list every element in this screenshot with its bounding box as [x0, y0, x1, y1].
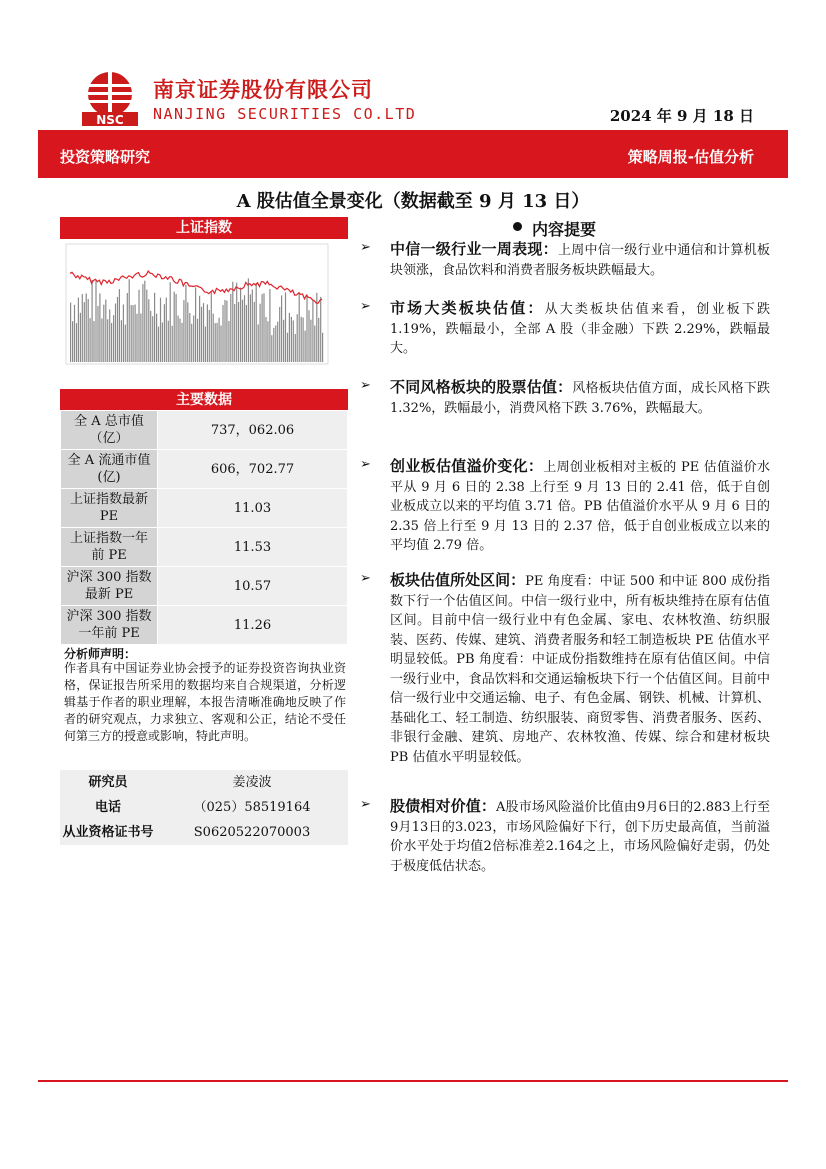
arrow-icon: ➢ [360, 797, 371, 812]
main-data-heading: 主要数据 [60, 389, 348, 411]
company-name-cn: 南京证券股份有限公司 [153, 78, 373, 102]
row-label: 沪深 300 指数一年前 PE [61, 606, 158, 645]
volume-bar [107, 319, 108, 362]
arrow-icon: ➢ [360, 378, 371, 393]
volume-bar [129, 279, 130, 362]
volume-bar [166, 298, 167, 362]
volume-bar [267, 321, 268, 362]
index-chart [60, 240, 348, 382]
volume-bar [271, 335, 272, 362]
volume-bar [281, 296, 282, 363]
volume-bar [105, 300, 106, 362]
volume-bar [178, 316, 179, 363]
volume-bar [123, 305, 124, 363]
volume-bar [220, 326, 221, 363]
volume-bar [135, 305, 136, 363]
row-label: 全 A 流通市值(亿) [61, 450, 158, 489]
volume-bar [310, 320, 311, 362]
volume-bar [289, 313, 290, 362]
volume-bar [277, 322, 278, 362]
volume-bar [258, 324, 259, 362]
volume-bar [265, 317, 266, 362]
volume-bar [201, 307, 202, 362]
volume-bar [154, 293, 155, 362]
volume-bar [224, 300, 225, 362]
volume-bar [117, 297, 118, 362]
volume-bar [138, 290, 139, 362]
volume-bar [193, 316, 194, 363]
volume-bar [207, 304, 208, 362]
volume-bar [283, 320, 284, 362]
volume-bar [195, 288, 196, 363]
volume-bar [234, 304, 235, 362]
summary-item [360, 571, 770, 767]
volume-bar [306, 294, 307, 362]
volume-bar [238, 302, 239, 362]
volume-bar [185, 285, 186, 362]
volume-bar [203, 303, 204, 362]
summary-item [360, 299, 770, 359]
contact-label: 电话 [94, 800, 121, 815]
volume-bar [254, 302, 255, 362]
volume-bar [209, 310, 210, 362]
volume-bar [213, 314, 214, 362]
analyst-license: S0620522070003 [193, 825, 311, 840]
table-row [61, 567, 348, 606]
volume-bar [176, 294, 177, 362]
volume-bar [260, 304, 261, 362]
volume-bar [244, 295, 245, 362]
row-label: 沪深 300 指数最新 PE [61, 567, 158, 606]
bullet-dot [513, 222, 522, 231]
volume-bar [230, 294, 231, 362]
volume-bar [250, 294, 251, 362]
item-text: PE 角度看：中证 500 和中证 800 成份指数下行一个估值区间。中信一级行业中，所有板块维持在原有估值区间。目前中信一级行业中有色金属、家电、农林牧渔、纺织服装、医药、传媒、建筑、消费者服务和轻工制造板块 PE 估值水平明显较低。PB 角度看：中证成份指数维持在原有估值区间。中信一级行业中，食品饮料和交通运输板块下行一个估值区间。目前中信一级行业中交通运输、电子、有色金属、钢铁、机械、计算机、基础化工、轻工制造、纺织服装、商贸零售、消费者服务、医药、非银行金融、建筑、房地产、农林牧渔、传媒、综合和建材板块 PB 估值水平明显较低。 [390, 574, 770, 765]
analyst-contact [60, 770, 348, 845]
company-logo [80, 70, 140, 128]
item-text: 风格板块估值方面，成长风格下跌 1.32%，跌幅最小，消费风格下跌 3.76%，跌幅最大。 [390, 381, 770, 416]
volume-bar [318, 318, 319, 362]
volume-bar [187, 302, 188, 362]
item-lead: 创业板估值溢价变化： [390, 457, 544, 475]
item-lead: 股债相对价值： [390, 797, 497, 815]
volume-bar [222, 305, 223, 362]
volume-bar [320, 297, 321, 362]
arrow-icon: ➢ [360, 299, 371, 314]
volume-bar [146, 290, 147, 362]
volume-bar [263, 293, 264, 362]
volume-bar [164, 304, 165, 362]
report-category: 投资策略研究 [60, 148, 151, 166]
volume-bar [287, 333, 288, 362]
row-value: 11.03 [158, 489, 348, 528]
summary-heading: 内容提要 [532, 220, 597, 239]
volume-bar [181, 323, 182, 362]
summary-item [360, 378, 770, 418]
disclaimer-title: 分析师声明： [64, 647, 137, 661]
row-value: 11.53 [158, 528, 348, 567]
volume-bar [312, 300, 313, 362]
volume-bar [191, 324, 192, 362]
item-text: 从大类板块估值来看，创业板下跌 1.19%，跌幅最小，全部 A 股（非金融）下跌 2.29%，跌幅最大。 [390, 302, 770, 356]
volume-bar [158, 327, 159, 362]
chart-heading: 上证指数 [60, 217, 348, 239]
volume-bar [92, 280, 93, 362]
volume-bar [162, 323, 163, 363]
volume-bar [125, 325, 126, 362]
volume-bar [172, 326, 173, 362]
volume-bar [285, 292, 286, 362]
volume-bar [256, 283, 257, 362]
volume-bar [99, 293, 100, 362]
volume-bar [174, 292, 175, 362]
volume-bar [131, 305, 132, 362]
summary-item [360, 240, 770, 280]
volume-bar [170, 282, 171, 362]
volume-bar [183, 300, 184, 362]
volume-bar [199, 296, 200, 362]
volume-bar [273, 328, 274, 362]
company-name-en: NANJING SECURITIES CO.LTD [153, 105, 417, 123]
row-label: 全 A 总市值（亿） [61, 411, 158, 450]
volume-bar [275, 325, 276, 362]
volume-bar [88, 299, 89, 362]
volume-bar [299, 292, 300, 362]
index-chart-svg [60, 240, 348, 382]
table-row [61, 489, 348, 528]
volume-bar [152, 316, 153, 362]
item-lead: 不同风格板块的股票估值： [390, 378, 573, 396]
volume-bar [70, 303, 71, 363]
volume-bar [150, 311, 151, 362]
footer-rule [38, 1080, 788, 1082]
item-lead: 中信一级行业一周表现： [390, 240, 558, 258]
item-lead: 市场大类板块估值： [390, 299, 545, 317]
volume-bar [228, 321, 229, 362]
volume-bar [133, 305, 134, 362]
analyst-name: 姜凌波 [232, 775, 272, 790]
table-row [61, 528, 348, 567]
volume-bar [80, 313, 81, 362]
volume-bar [217, 323, 218, 362]
volume-bar [168, 321, 169, 362]
volume-bar [269, 289, 270, 362]
volume-bar [140, 314, 141, 363]
arrow-icon: ➢ [360, 240, 371, 255]
contact-label: 从业资格证书号 [62, 825, 154, 840]
logo-text: NSC [96, 113, 124, 127]
item-text: 上周中信一级行业中通信和计算机板块领涨，食品饮料和消费者服务板块跌幅最大。 [390, 243, 770, 278]
volume-bar [295, 334, 296, 362]
volume-bar [86, 293, 87, 362]
summary-item [360, 797, 770, 876]
contact-label: 研究员 [88, 775, 128, 790]
volume-bar [142, 284, 143, 362]
item-text: 上周创业板相对主板的 PE 估值溢价水平从 9 月 6 日的 2.38 上行至 9 月 13 日的 2.41 倍，低于自创业板成立以来的平均值 3.71 倍。PB 估值溢价水平从 9 月 6 日的 2.35 倍上行至 9 月 13 日的 2.37 倍，低于自创业板成立以来的平均值 2.79 倍。 [390, 460, 770, 553]
volume-bar [291, 317, 292, 362]
volume-bar [101, 319, 102, 363]
volume-bar [205, 327, 206, 362]
volume-bar [93, 321, 94, 362]
volume-bar [111, 323, 112, 362]
row-value: 10.57 [158, 567, 348, 606]
volume-bar [226, 301, 227, 362]
volume-bar [322, 333, 323, 362]
volume-bar [148, 299, 149, 362]
row-label: 上证指数一年前 PE [61, 528, 158, 567]
volume-bar [113, 315, 114, 362]
volume-bar [293, 321, 294, 363]
volume-bar [189, 313, 190, 362]
volume-bar [78, 298, 79, 363]
volume-bar [144, 281, 145, 362]
report-date: 2024 年 9 月 18 日 [609, 107, 754, 125]
volume-bar [160, 298, 161, 362]
volume-bar [303, 318, 304, 363]
volume-bar [72, 321, 73, 362]
volume-bar [211, 291, 212, 362]
row-value: 606，702.77 [158, 450, 348, 489]
volume-bar [297, 314, 298, 362]
volume-bar [121, 320, 122, 362]
arrow-icon: ➢ [360, 457, 371, 472]
volume-bar [262, 294, 263, 362]
table-row [61, 606, 348, 645]
volume-bar [90, 318, 91, 362]
summary-item [360, 457, 770, 556]
volume-bar [82, 294, 83, 362]
volume-bar [119, 289, 120, 362]
volume-bar [219, 318, 220, 362]
report-type: 策略周报-估值分析 [627, 148, 754, 166]
arrow-icon: ➢ [360, 571, 371, 586]
volume-bar [109, 309, 110, 362]
volume-bar [215, 323, 216, 362]
volume-bar [156, 314, 157, 362]
volume-bar [248, 278, 249, 362]
report-title: A 股估值全景变化（数据截至 9 月 13 日） [236, 191, 590, 212]
volume-bar [252, 290, 253, 363]
row-value: 737，062.06 [158, 411, 348, 450]
volume-bar [314, 326, 315, 363]
main-data-table [60, 410, 348, 645]
volume-bar [279, 307, 280, 362]
volume-bar [84, 302, 85, 362]
volume-bar [179, 319, 180, 362]
volume-bar [236, 283, 237, 362]
row-value: 11.26 [158, 606, 348, 645]
volume-bar [74, 305, 75, 362]
volume-bar [115, 304, 116, 363]
volume-bar [242, 300, 243, 362]
volume-bar [95, 279, 96, 362]
item-lead: 板块估值所处区间： [390, 571, 526, 589]
volume-bar [246, 305, 247, 362]
disclaimer-text: 作者具有中国证券业协会授予的证券投资咨询执业资格，保证报告所采用的数据均来自合规渠道，分析逻辑基于作者的职业理解，本报告清晰准确地反映了作者的研究观点，力求独立、客观和公正，结论不受任何第三方的授意或影响，特此声明。 [64, 661, 346, 743]
table-row [61, 411, 348, 450]
volume-bar [240, 288, 241, 362]
volume-bar [197, 319, 198, 362]
volume-bar [136, 314, 137, 362]
volume-bar [305, 331, 306, 362]
volume-bar [308, 310, 309, 362]
table-row [61, 450, 348, 489]
analyst-phone: （025）58519164 [193, 800, 311, 815]
volume-bar [301, 317, 302, 362]
row-label: 上证指数最新 PE [61, 489, 158, 528]
volume-bar [127, 293, 128, 362]
volume-bar [232, 282, 233, 362]
volume-bar [76, 323, 77, 362]
item-text: A股市场风险溢价比值由9月6日的2.883上行至9月13日的3.023，市场风险偏好下行，创下历史最高值，当前溢价水平处于均值2倍标准差2.164之上，市场风险偏好走弱，仍处于极度低估状态。 [390, 800, 770, 874]
volume-bar [97, 306, 98, 362]
volume-bar [103, 305, 104, 362]
